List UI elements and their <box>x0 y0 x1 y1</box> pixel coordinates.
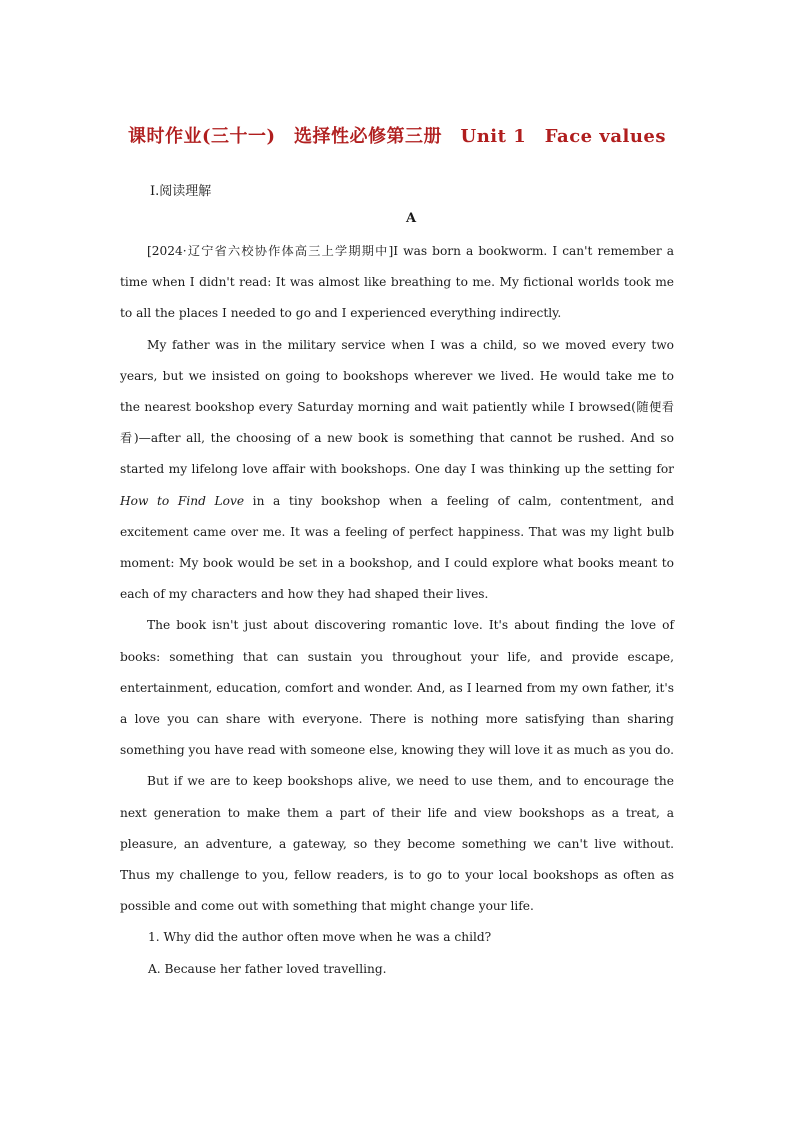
paragraph-2-text-before: My father was in the military service when I was a child, so we moved every two years, but we insisted on going to bookshops wherever we lived. He would take me to the nearest bookshop every Saturday morning and wait patiently while I browsed(随便看看)—after all, the choosing of a new book is something that cannot be rushed. And so started my lifelong love affair with bookshops. One day I was thinking up the setting for <box>120 337 674 477</box>
section-heading: Ⅰ.阅读理解 <box>150 184 212 199</box>
paragraph-2 <box>120 330 674 611</box>
paragraph-4: But if we are to keep bookshops alive, we need to use them, and to encourage the next generation to make them a part of their life and view bookshops as a treat, a pleasure, an adventure, a gateway, so they become something we can't live without. Thus my challenge to you, fellow readers, is to go to your local bookshops as often as possible and come out with something that might change your life. <box>120 774 674 914</box>
paragraph-2-text-after: in a tiny bookshop when a feeling of calm, contentment, and excitement came over me. It was a feeling of perfect happiness. That was my light bulb moment: My book would be set in a bookshop, and I could explore what books meant to each of my characters and how they had shaped their lives. <box>120 493 674 602</box>
book-title: How to Find Love <box>120 493 245 508</box>
option-a: A. Because her father loved travelling. <box>148 961 387 976</box>
paragraph-1-text: I was born a bookworm. I can't remember a time when I didn't read: It was almost like breathing to me. My fictional worlds took me to all the places I needed to go and I experienced everything indirectly. <box>120 244 674 321</box>
question-1: 1. Why did the author often move when he was a child? <box>148 930 492 945</box>
passage-body <box>120 236 674 985</box>
source-citation: [2024·辽宁省六校协作体高三上学期期中] <box>147 244 394 258</box>
passage-label: A <box>405 211 417 226</box>
paragraph-1 <box>120 236 674 330</box>
page-title: 课时作业(三十一) 选择性必修第三册 Unit 1 Face values <box>127 126 667 147</box>
paragraph-3: The book isn't just about discovering romantic love. It's about finding the love of books: something that can sustain you throughout your life, and provide escape, entertainment, education, comfort and wonder. And, as I learned from my own father, it's a love you can share with everyone. There is nothing more satisfying than sharing something you have read with someone else, knowing they will love it as much as you do. <box>120 618 674 758</box>
